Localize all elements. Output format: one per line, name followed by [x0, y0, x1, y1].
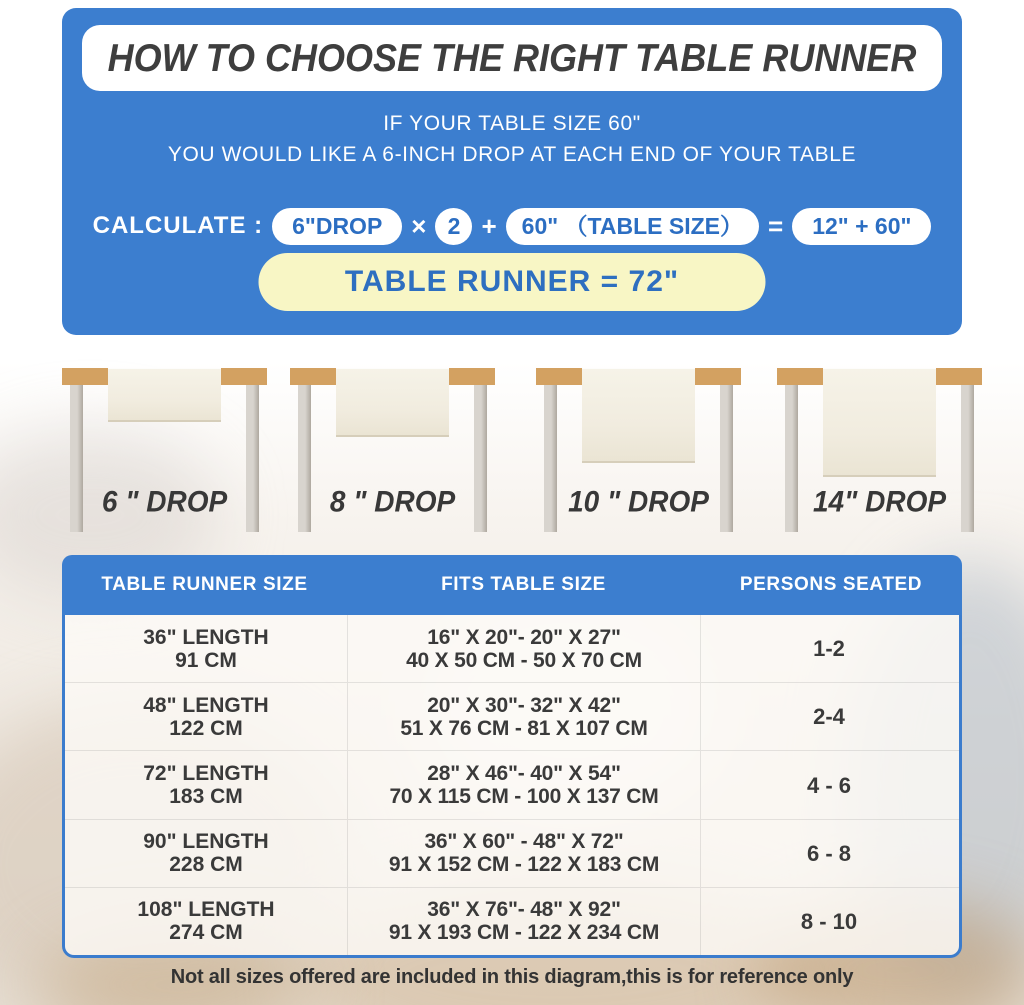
size-reference-table [62, 555, 962, 958]
table-row [65, 615, 959, 683]
persons-cell: 1-2 [813, 636, 845, 662]
persons-cell: 6 - 8 [806, 840, 852, 866]
table-size-pill: 60" （TABLE SIZE） [506, 208, 759, 245]
fits-inches: 16" X 20"- 20" X 27" [427, 625, 621, 649]
drop-illustration-6 [62, 368, 267, 535]
fits-table-cell [348, 615, 701, 682]
times-two-pill: 2 [435, 208, 472, 245]
fits-inches: 28" X 46"- 40" X 54" [427, 762, 621, 785]
fits-table-cell [348, 683, 701, 750]
drop-illustration-10 [536, 368, 741, 535]
size-cm: 274 CM [169, 921, 243, 945]
size-cm: 91 CM [175, 648, 237, 672]
size-inches: 48" LENGTH [143, 693, 269, 717]
fits-table-cell [348, 888, 701, 955]
drop-illustration-14 [777, 368, 982, 535]
runner-size-cell [65, 751, 348, 818]
fits-cm: 40 X 50 CM - 50 X 70 CM [406, 648, 642, 672]
sum-pill: 12" + 60" [792, 208, 931, 245]
persons-cell: 2-4 [813, 704, 845, 730]
runner-size-cell [65, 615, 348, 682]
drop-label: 14" DROP [812, 485, 947, 518]
drop-value-pill: 6"DROP [272, 208, 402, 245]
table-runner-graphic [336, 368, 449, 437]
fits-table-cell [348, 820, 701, 887]
persons-cell: 8 - 10 [800, 908, 858, 934]
header-panel [62, 8, 962, 335]
table-body [62, 615, 962, 958]
drop-label: 6 " DROP [101, 485, 228, 518]
size-cm: 183 CM [169, 785, 243, 808]
fits-table-cell [348, 751, 701, 818]
runner-size-cell [65, 888, 348, 955]
plus-operator: + [481, 211, 497, 241]
table-runner-graphic [582, 368, 695, 463]
fits-cm: 51 X 76 CM - 81 X 107 CM [400, 716, 648, 740]
size-inches: 90" LENGTH [143, 830, 269, 854]
fits-inches: 20" X 30"- 32" X 42" [427, 693, 621, 717]
size-inches: 72" LENGTH [143, 762, 269, 785]
column-header-runner-size: TABLE RUNNER SIZE [101, 574, 308, 595]
column-header-fits-table: FITS TABLE SIZE [441, 574, 606, 595]
equals-operator: = [768, 211, 784, 241]
persons-cell: 4 - 6 [806, 772, 852, 798]
subtitle-line-1: IF YOUR TABLE SIZE 60" [383, 112, 641, 135]
fits-cm: 91 X 193 CM - 122 X 234 CM [388, 921, 660, 945]
calculate-label: CALCULATE : [92, 212, 264, 239]
size-inches: 36" LENGTH [143, 625, 269, 649]
column-header-persons: PERSONS SEATED [739, 574, 923, 595]
subtitle-line-2: YOU WOULD LIKE A 6-INCH DROP AT EACH END OF YOUR TABLE [167, 143, 857, 166]
table-row [65, 888, 959, 955]
calculation-formula [62, 204, 962, 248]
drop-label: 10 " DROP [568, 485, 709, 518]
size-inches: 108" LENGTH [137, 898, 275, 922]
fits-inches: 36" X 76"- 48" X 92" [427, 898, 621, 922]
table-runner-graphic [108, 368, 221, 422]
table-header-row [62, 555, 962, 615]
fits-cm: 91 X 152 CM - 122 X 183 CM [388, 853, 660, 877]
runner-size-cell [65, 820, 348, 887]
page-title: HOW TO CHOOSE THE RIGHT TABLE RUNNER [107, 35, 917, 80]
drop-illustration-8 [290, 368, 495, 535]
fits-inches: 36" X 60" - 48" X 72" [424, 830, 624, 854]
size-cm: 122 CM [169, 716, 243, 740]
fits-cm: 70 X 115 CM - 100 X 137 CM [389, 785, 659, 808]
disclaimer-note: Not all sizes offered are included in this diagram,this is for reference only [170, 966, 854, 988]
title-banner [82, 25, 942, 91]
subtitle-text [62, 108, 962, 170]
multiply-operator: × [411, 211, 427, 241]
drop-label: 8 " DROP [329, 485, 456, 518]
runner-size-cell [65, 683, 348, 750]
runner-result-pill: TABLE RUNNER = 72" [259, 253, 766, 311]
table-row [65, 820, 959, 888]
table-row [65, 683, 959, 751]
table-runner-graphic [823, 368, 936, 477]
size-cm: 228 CM [169, 853, 243, 877]
table-row [65, 751, 959, 819]
